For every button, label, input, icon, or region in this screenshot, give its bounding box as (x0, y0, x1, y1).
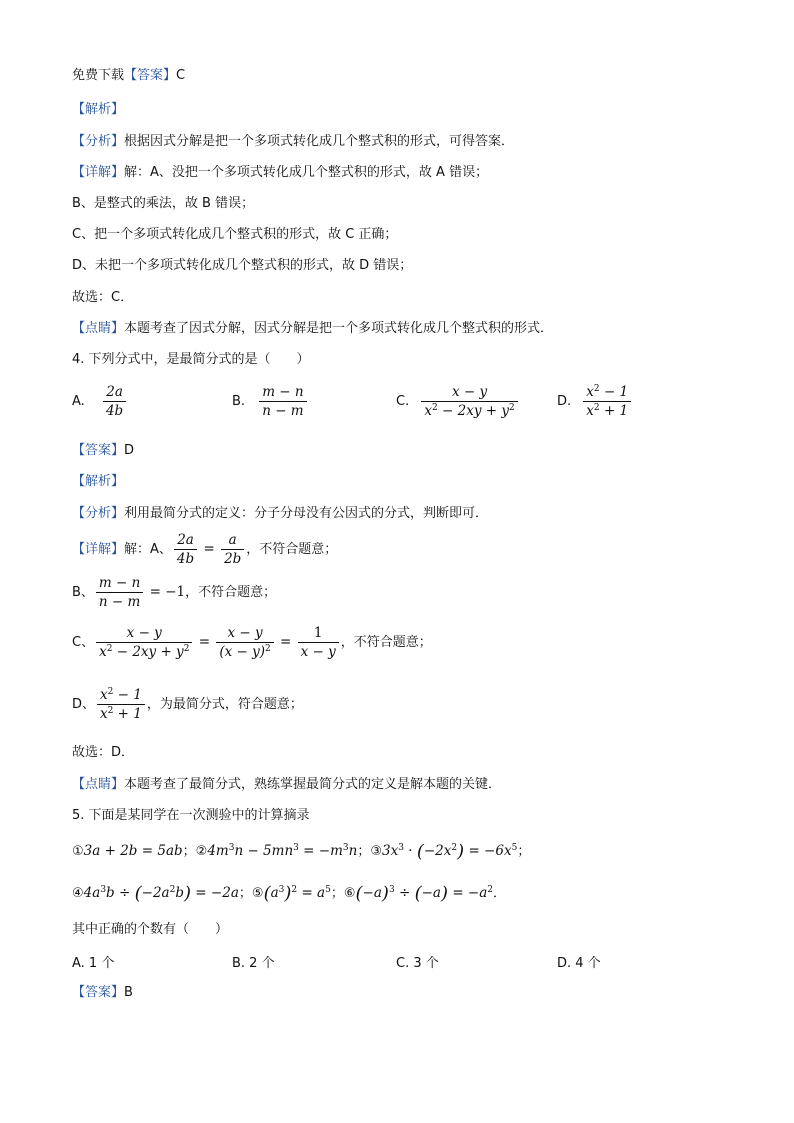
fenxi-text: 根据因式分解是把一个多项式转化成几个整式积的形式，可得答案． (124, 134, 515, 149)
answer-line-q4 (72, 441, 134, 461)
analysis-heading (72, 100, 124, 120)
q4-option-c (396, 383, 520, 420)
q5-expressions-row2 (72, 880, 506, 907)
expr-1: 3a + 2b = 5ab (83, 843, 183, 859)
item-6-marker: ⑥ (343, 886, 356, 901)
q4-choice: 故选：D． (72, 745, 135, 760)
fenxi-tag: 【分析】 (72, 134, 125, 149)
q5-option-d: D. 4 个 (557, 956, 601, 971)
sep-4: ； (238, 886, 252, 901)
step-a-lhs: $\frac{2a}{4b}$ (174, 531, 197, 568)
step-c-mid: $\frac{x - y}{(x - y)^2}$ (216, 624, 273, 661)
q3-line-c: C、把一个多项式转化成几个整式积的形式，故 C 正确； (72, 227, 398, 242)
q4-option-d (557, 383, 633, 420)
q5-option-a: A. 1 个 (72, 956, 115, 971)
sep-3: ； (517, 844, 531, 859)
expr-4: $4a^3b \div (-2a^2b) = -2a$ (83, 883, 239, 904)
xiangjie-prefix: 解：A、 (124, 542, 172, 557)
option-c-fraction: $\frac{x - y}{x^2 - 2xy + y^2}$ (421, 383, 517, 420)
q5-option-b: B. 2 个 (232, 956, 275, 971)
b-prefix: B、 (72, 585, 94, 600)
option-a-fraction: $\frac{2a}{4b}$ (103, 383, 126, 420)
q3-choice: 故选：C． (72, 290, 134, 305)
not-fit-a: ，不符合题意； (246, 542, 338, 557)
d-prefix: D、 (72, 697, 96, 712)
item-2-marker: ② (195, 844, 208, 859)
sep-5: ； (330, 886, 344, 901)
sep-2: ； (357, 844, 371, 859)
free-download-label: 免费下载 (72, 68, 125, 83)
q5-question: 其中正确的个数有（ ） (72, 922, 229, 937)
q4-step-c: C、 $\frac{x - y}{x^2 - 2xy + y^2}$ = $\frac{x - y}{(x - y)^2}$ = $\frac{1}{x - y}$ ，不符合题意； (72, 625, 432, 660)
item-4-marker: ④ (72, 886, 84, 901)
xiangjie-line-q4: 【详解】解：A、 $\frac{2a}{4b}$ = $\frac{a}{2b}$ ，不符合题意； (72, 532, 338, 567)
dianjing-tag-q4: 【点睛】 (72, 777, 125, 792)
q4-option-b (232, 383, 309, 420)
expr-5: $(a^3)^2 = a^5$ (263, 883, 331, 904)
not-fit-b: ，不符合题意； (185, 585, 277, 600)
answer-tag: 【答案】 (124, 68, 177, 83)
dianjing-line-q3 (72, 319, 553, 339)
xiangjie-line-q3 (72, 163, 488, 183)
xiangjie-tag: 【详解】 (72, 165, 125, 180)
answer-line-q3 (72, 66, 185, 86)
option-d-fraction: $\frac{x^2 - 1}{x^2 + 1}$ (583, 383, 631, 420)
dianjing-line-q4 (72, 775, 501, 795)
answer-tag-q5: 【答案】 (72, 985, 125, 1000)
step-a-rhs: $\frac{a}{2b}$ (221, 531, 244, 568)
option-c-label: C. (396, 394, 410, 409)
option-b-fraction: $\frac{m - n}{n - m}$ (259, 383, 306, 420)
expr-6: $(-a)^3 \div (-a) = -a^2$ (355, 883, 494, 904)
step-d-fraction: $\frac{x^2 - 1}{x^2 + 1}$ (97, 686, 145, 723)
answer-line-q5 (72, 983, 133, 1003)
fenxi-line-q4 (72, 504, 488, 524)
item-3-marker: ③ (370, 844, 382, 859)
answer-value-q4: D (124, 443, 135, 458)
item-1-marker: ① (72, 844, 84, 859)
q5-stem: 5. 下面是某同学在一次测验中的计算摘录 (72, 808, 310, 823)
option-b-label: B. (232, 394, 246, 409)
q4-stem: 4. 下列分式中，是最简分式的是（ ） (72, 352, 310, 367)
fenxi-line-q3 (72, 132, 514, 152)
step-c-rhs: $\frac{1}{x - y}$ (298, 624, 339, 661)
dianjing-text-q4: 本题考查了最简分式，熟练掌握最简分式的定义是解本题的关键． (124, 777, 502, 792)
q3-line-b: B、是整式的乘法，故 B 错误； (72, 196, 255, 211)
q4-step-b: B、 $\frac{m - n}{n - m}$ = −1，不符合题意； (72, 575, 277, 610)
answer-tag-q4: 【答案】 (72, 443, 125, 458)
q5-expressions-row1 (72, 838, 530, 865)
option-d-label: D. (557, 394, 572, 409)
end-mark: ． (493, 886, 507, 901)
expr-2: $4m^3n - 5mn^3 = -m^3n$ (207, 843, 358, 859)
not-fit-c: ，不符合题意； (340, 635, 432, 650)
xiangjie-tag-q4: 【详解】 (72, 542, 125, 557)
dianjing-tag: 【点睛】 (72, 321, 125, 336)
xiangjie-a: 解：A、没把一个多项式转化成几个整式积的形式，故 A 错误； (124, 165, 489, 180)
q5-option-c: C. 3 个 (396, 956, 439, 971)
q4-step-d (72, 686, 303, 724)
sep-1: ； (182, 844, 196, 859)
analysis-tag-q4: 【解析】 (72, 474, 125, 489)
analysis-heading-q4 (72, 472, 124, 492)
expr-3: $3x^3 \cdot (-2x^2) = -6x^5$ (382, 841, 518, 862)
fenxi-text-q4: 利用最简分式的定义：分子分母没有公因式的分式，判断即可． (124, 506, 489, 521)
analysis-tag: 【解析】 (72, 102, 125, 117)
option-a-label: A. (72, 394, 85, 409)
c-prefix: C、 (72, 635, 95, 650)
answer-value-q5: B (124, 985, 133, 1000)
q4-option-a (72, 383, 128, 420)
fenxi-tag-q4: 【分析】 (72, 506, 125, 521)
d-suffix: ，为最简分式，符合题意； (146, 697, 303, 712)
step-c-lhs: $\frac{x - y}{x^2 - 2xy + y^2}$ (96, 624, 192, 661)
item-5-marker: ⑤ (251, 886, 264, 901)
q3-line-d: D、未把一个多项式转化成几个整式积的形式，故 D 错误； (72, 258, 413, 273)
dianjing-text: 本题考查了因式分解，因式分解是把一个多项式转化成几个整式积的形式． (124, 321, 554, 336)
answer-value: C (176, 68, 186, 83)
step-b-lhs: $\frac{m - n}{n - m}$ (96, 574, 143, 611)
